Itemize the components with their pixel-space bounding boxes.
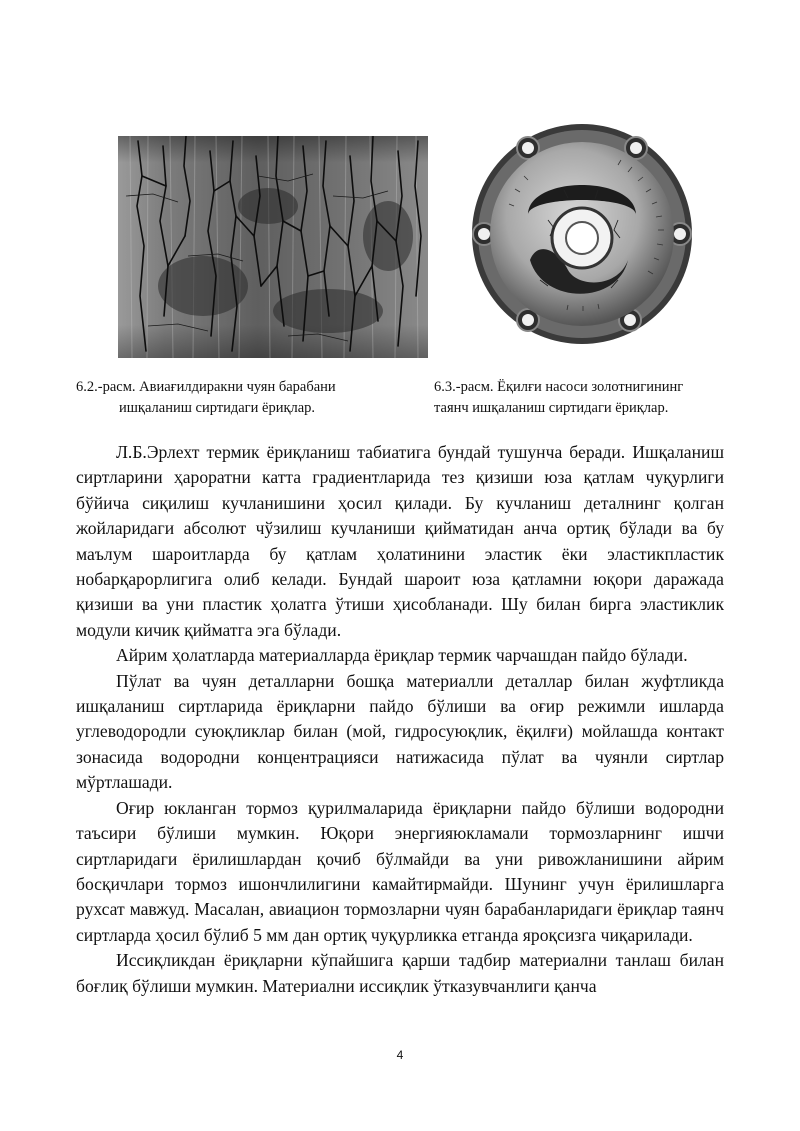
caption-left-line1: 6.2.-расм. Авиағилдиракни чуян барабани — [76, 379, 336, 395]
paragraph: Айрим ҳолатларда материалларда ёриқлар термик чарчашдан пайдо бўлади. — [116, 645, 688, 666]
figure-caption-left — [76, 377, 396, 419]
page-number: 4 — [396, 1048, 404, 1062]
paragraph: Л.Б.Эрлехт термик ёриқланиш табиатига бундай тушунча беради. Ишқаланиш сиртларини ҳароратни катта градиентларида тез қизиши юза қатлам чуқурлиги бўйича сиқилиш кучланишини ҳосил қилади. Бу кучланиш деталнинг қолган жойларидаги абсолют чўзилиш кучланиши қийматидан анча ортиқ бўлади ва бу маълум шароитларда бу қатлам ҳолатинини эластик ёки эластикпластик нобарқарорлигига олиб келади. Бундай шароит юза қатламни юқори даражада қизиши ва уни пластик ҳолатга ўтиши ҳисобланади. Шу билан бирга эластиклик модули кичик қийматга эга бўлади. — [76, 442, 724, 640]
caption-right-line2: таянч ишқаланиш сиртидаги ёриқлар. — [434, 400, 669, 416]
paragraph: Пўлат ва чуян деталларни бошқа материалли деталлар билан жуфтликда ишқаланиш сиртларида ёриқларни пайдо бўлиши ва оғир режимли ишларда углеводородли суюқликлар билан (мой, гидросуюқлик, ёқилғи) мойлашда контакт зонасида водородни концентрацияси натижасида пўлат ва чуянли сиртлар мўртлашади. — [76, 670, 724, 793]
figure-caption-right — [434, 377, 754, 419]
caption-left-line2: ишқаланиш сиртидаги ёриқлар. — [119, 400, 316, 416]
brake-drum-cracks-image — [118, 136, 428, 358]
spool-disc-drawing — [468, 120, 696, 348]
fuel-pump-spool-image — [468, 120, 696, 348]
paragraph: Иссиқликдан ёриқларни кўпайшига қарши тадбир материални танлаш билан боғлиқ бўлиши мумкин. Материални иссиқлик ўтказувчанлиги қанча — [76, 950, 724, 996]
caption-right-line1: 6.3.-расм. Ёқилғи насоси золотнигининг — [434, 379, 684, 395]
body-text — [76, 440, 724, 999]
figures-row — [0, 0, 800, 430]
brake-drum-cracks-drawing — [118, 136, 428, 358]
paragraph: Оғир юкланган тормоз қурилмаларида ёриқларни пайдо бўлиши водородни таъсири бўлиши мумкин. Юқори энергияюкламали тормозларнинг ишчи сиртларидаги ёрилишлардан қочиб бўлмайди ва уни ривожланишини айрим босқичлари тормоз ишончлилигини камайтирмайди. Шунинг учун ёрилишларга рухсат мавжуд. Масалан, авиацион тормозларни чуян барабанларидаги ёриқлар таянч сиртларда ҳосил бўлиб 5 мм дан ортиқ чуқурликка етганда яроқсизга чиқарилади. — [76, 797, 724, 945]
